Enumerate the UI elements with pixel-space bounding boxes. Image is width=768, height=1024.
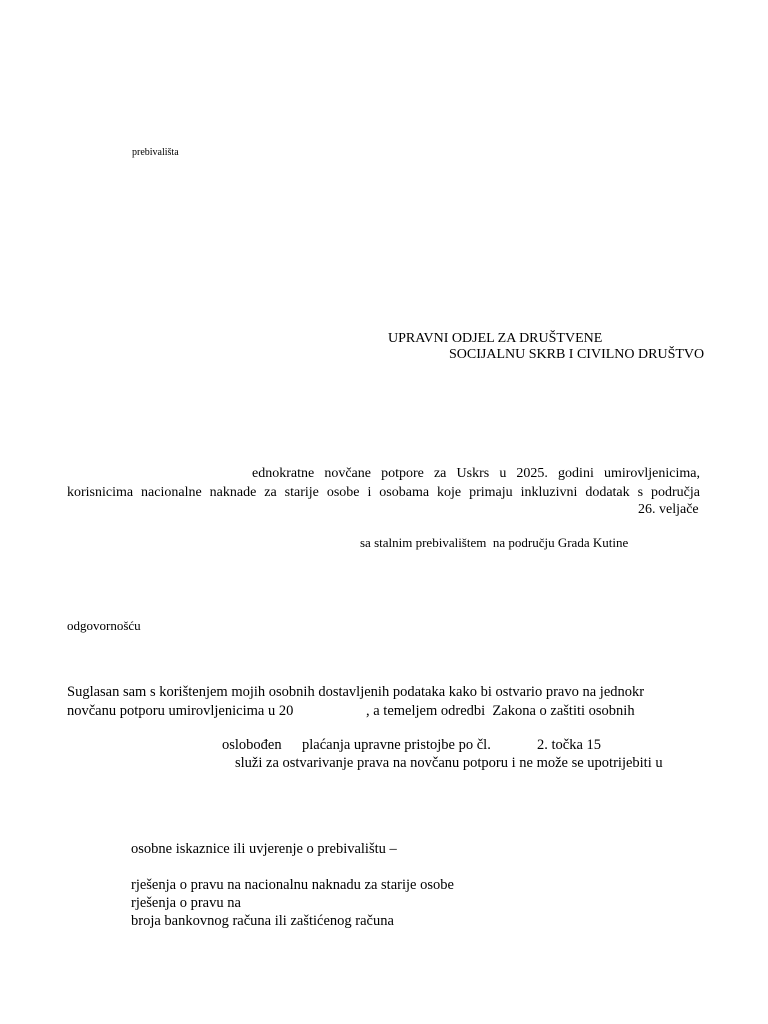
residence-note: sa stalnim prebivalištem na području Grada Kutine — [360, 535, 629, 550]
recipient-line-1: UPRAVNI ODJEL ZA DRUŠTVENE — [388, 331, 603, 346]
subject-line-1: ednokratne novčane potpore za Uskrs u 2025. godini umirovljenicima, — [252, 466, 700, 481]
subject-line-2: korisnicima nacionalne naknade za starije osobe i osobama koje primaju inkluzivni dodatak s područja — [67, 485, 700, 500]
consent-line-2b: , a temeljem odredbi Zakona o zaštiti osobnih — [366, 703, 635, 719]
recipient-line-2: SOCIJALNU SKRB I CIVILNO DRUŠTVO — [449, 347, 705, 362]
attachment-item: rješenja o pravu na nacionalnu naknadu za starije osobe — [131, 877, 454, 893]
exemption-part-2: plaćanja upravne pristojbe po čl. — [302, 737, 491, 753]
attachment-item: rješenja o pravu na — [131, 895, 241, 911]
exemption-part-3: 2. točka 15 — [537, 737, 602, 753]
header-label: prebivališta — [132, 147, 179, 158]
attachment-item: broja bankovnog računa ili zaštićenog računa — [131, 913, 394, 929]
consent-line-1: Suglasan sam s korištenjem mojih osobnih dostavljenih podataka kako bi ostvario pravo na jednokr — [67, 684, 645, 700]
subject-line-3: 26. veljače — [638, 502, 699, 517]
consent-line-2a: novčanu potporu umirovljenicima u 20 — [67, 703, 294, 719]
exemption-line-2: služi za ostvarivanje prava na novčanu potporu i ne može se upotrijebiti u — [235, 755, 663, 771]
responsibility-text: odgovornošću — [67, 618, 141, 633]
exemption-part-1: oslobođen — [222, 737, 282, 753]
attachment-item: osobne iskaznice ili uvjerenje o prebivalištu – — [131, 841, 397, 857]
